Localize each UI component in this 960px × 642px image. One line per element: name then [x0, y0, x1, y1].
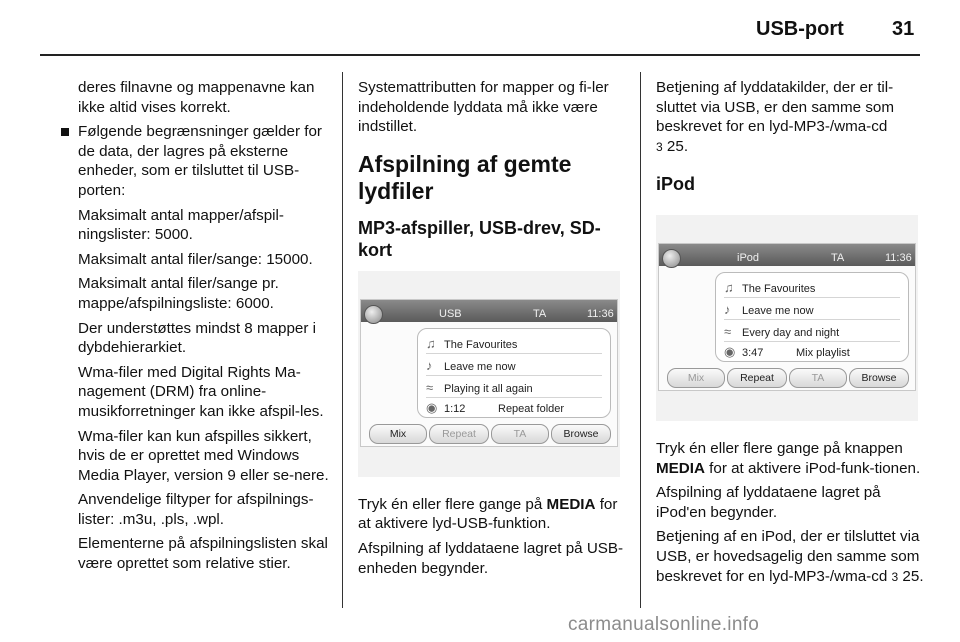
repeat-button[interactable]: Repeat [429, 424, 489, 444]
ta-label: TA [831, 251, 845, 264]
track-list [417, 328, 611, 418]
list-item: ♫ The Favourites [724, 275, 900, 298]
clock: 11:36 [587, 307, 614, 320]
header-rule [40, 54, 920, 56]
limit-item: Wma-filer med Digital Rights Ma-nagement (DRM) fra online-musikforretninger kan ikke afspil-les. [78, 363, 324, 420]
album-icon: ♫ [724, 279, 734, 295]
disc-icon: ◉ [426, 399, 438, 415]
subsection-heading: MP3-afspiller, USB-drev, SD-kort [358, 217, 601, 260]
mix-button[interactable]: Mix [369, 424, 427, 444]
media-paragraph: Tryk én eller flere gange på MEDIA for at aktivere lyd-USB-funktion. [358, 495, 618, 533]
ipod-heading: iPod [656, 174, 695, 195]
track-list [715, 272, 909, 362]
ta-label: TA [533, 307, 547, 320]
ipod-media-paragraph: Tryk én eller flere gange på knappen MEDIA for at aktivere iPod-funk-tionen. [656, 439, 921, 477]
browse-button[interactable]: Browse [849, 368, 909, 388]
playback-paragraph: Afspilning af lyddataene lagret på USB-enheden begynder. [358, 539, 624, 577]
limit-item: Elementerne på afspilningslisten skal være oprettet som relative stier. [78, 535, 328, 573]
column-divider-2 [640, 72, 641, 608]
ta-button[interactable]: TA [491, 424, 549, 444]
usb-display [360, 299, 618, 447]
usb-screen-image [358, 271, 620, 477]
column-1 [40, 78, 330, 579]
wave-icon: ≈ [724, 323, 732, 339]
page-number: 31 [892, 18, 915, 40]
repeat-button[interactable]: Repeat [727, 368, 787, 388]
bullet-text: Følgende begrænsninger gælder for de data, der lagres på eksterne enheder, som er tilsluttet til USB-porten: [78, 123, 322, 199]
playback-row: ◉ 1:12 Repeat folder [426, 395, 602, 417]
note-icon: ♪ [426, 357, 433, 373]
ta-button[interactable]: TA [789, 368, 847, 388]
intro-paragraph: deres filnavne og mappenavne kan ikke altid vises korrekt. [78, 79, 315, 116]
source-label: iPod [737, 251, 760, 264]
browse-button[interactable]: Browse [551, 424, 611, 444]
ipod-status-bar [659, 244, 915, 266]
limit-item: Wma-filer kan kun afspilles sikkert, hvis de er oprettet med Windows Media Player, version 9 eller se-nere. [78, 427, 329, 484]
ipod-screen-image [656, 215, 918, 421]
note-icon: ♪ [724, 301, 731, 317]
reference-arrow-icon: 3 [656, 139, 663, 154]
attribute-paragraph: Systemattributten for mapper og fi-ler indeholdende lyddata må ikke være indstillet. [358, 79, 609, 136]
usb-status-bar [361, 300, 617, 322]
globe-icon [662, 249, 681, 268]
limit-item: Maksimalt antal filer/sange: 15000. [78, 250, 313, 268]
column-3 [656, 78, 924, 592]
bullet-item [40, 122, 330, 200]
limit-item: Maksimalt antal filer/sange pr. mappe/afspilningsliste: 6000. [78, 275, 279, 312]
column-divider-1 [342, 72, 343, 608]
page-header [0, 0, 960, 58]
mix-button[interactable]: Mix [667, 368, 725, 388]
section-title: USB-port [756, 18, 844, 40]
album-icon: ♫ [426, 335, 436, 351]
list-item: ≈ Playing it all again [426, 375, 602, 398]
bullet-square-icon [61, 128, 69, 136]
globe-icon [364, 305, 383, 324]
wave-icon: ≈ [426, 379, 434, 395]
limit-item: Maksimalt antal mapper/afspil-ningslister: 5000. [78, 206, 284, 244]
list-item: ♫ The Favourites [426, 331, 602, 354]
source-label: USB [439, 307, 462, 320]
operation-paragraph: Betjening af lyddatakilder, der er til-sluttet via USB, er den samme som beskrevet for en lyd-MP3-/wma-cd 3 25. [656, 79, 895, 155]
watermark: carmanualsonline.info [568, 614, 760, 635]
ipod-playback-paragraph: Afspilning af lyddataene lagret på iPod'en begynder. [656, 484, 881, 521]
column-2 [358, 78, 624, 583]
section-heading: Afspilning af gemte lydfiler [358, 150, 572, 204]
ipod-operation-paragraph: Betjening af en iPod, der er tilsluttet via USB, er hovedsagelig den samme som beskrevet for en lyd-MP3-/wma-cd 3 25. [656, 528, 924, 585]
disc-icon: ◉ [724, 343, 736, 359]
ipod-display [658, 243, 916, 391]
playback-row: ◉ 3:47 Mix playlist [724, 339, 900, 361]
limit-item: Der understøttes mindst 8 mapper i dybdehierarkiet. [78, 319, 317, 357]
limit-item: Anvendelige filtyper for afspilnings-lister: .m3u, .pls, .wpl. [78, 491, 314, 528]
clock: 11:36 [885, 251, 912, 264]
reference-arrow-icon: 3 [891, 569, 899, 584]
list-item: ≈ Every day and night [724, 319, 900, 342]
list-item: ♪ Leave me now [426, 353, 602, 376]
list-item: ♪ Leave me now [724, 297, 900, 320]
